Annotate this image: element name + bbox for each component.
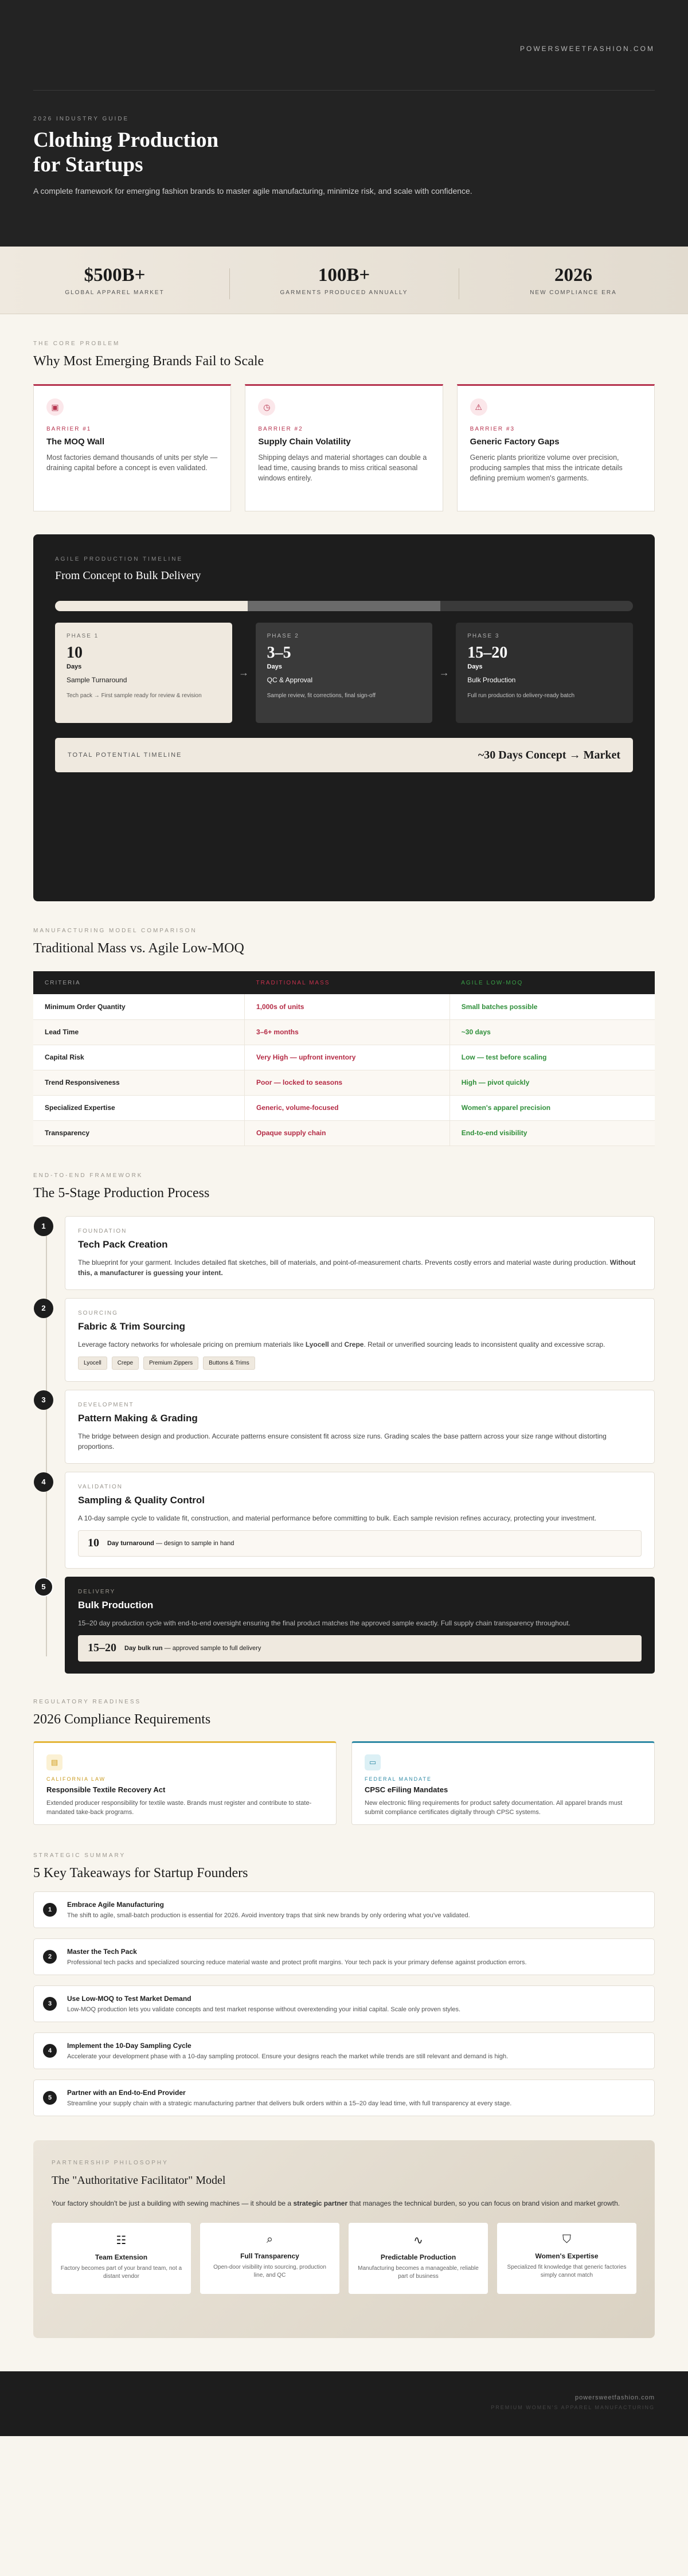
timeline-phases: [55, 623, 633, 723]
barrier-text: Generic plants prioritize volume over precision, producing samples that miss the intricate details defining premium women's garments.: [470, 454, 623, 482]
partner-card-team: [52, 2223, 191, 2294]
card-kicker: FEDERAL MANDATE: [365, 1776, 432, 1782]
table-cell: Transparency: [33, 1120, 245, 1146]
phase-value: 15–20: [467, 644, 508, 662]
timeline-progress-bar: [55, 601, 633, 611]
stage-text-part: . Retail or unverified sourcing leads to inconsistent quality and excessive scrap.: [363, 1340, 605, 1348]
team-icon: ☷: [116, 2234, 127, 2247]
arrow-right-icon: →: [239, 667, 249, 678]
partner-card-text: Manufacturing becomes a manageable, reliable part of business: [358, 2265, 479, 2280]
barrier-card-generic: [457, 384, 655, 511]
stage-text: A 10-day sample cycle to validate fit, construction, and material performance before committing to bulk. Each sample revision refines accuracy, protecting your investment.: [78, 1514, 597, 1522]
pulse-icon: ∿: [413, 2234, 423, 2247]
takeaway-item: [33, 2032, 655, 2069]
card-title: Responsible Textile Recovery Act: [46, 1785, 166, 1794]
table-cell: Poor — locked to seasons: [245, 1070, 450, 1095]
stage-card-5: [41, 1577, 655, 1674]
table-cell: Small batches possible: [449, 994, 655, 1019]
stage-card-2: [41, 1298, 655, 1382]
callout-text: [124, 1645, 261, 1652]
timeline-total-value: ~30 Days Concept → Market: [478, 748, 620, 761]
takeaway-item: [33, 1891, 655, 1928]
phase-desc: Tech pack → First sample ready for review & revision: [67, 693, 202, 699]
table-cell: Low — test before scaling: [449, 1045, 655, 1070]
stat-value: 2026: [554, 264, 592, 286]
stat-label: NEW COMPLIANCE ERA: [530, 289, 617, 296]
phase-title: Sample Turnaround: [67, 676, 127, 684]
table-cell: Very High — upfront inventory: [245, 1045, 450, 1070]
material-tag: Premium Zippers: [143, 1357, 198, 1370]
stage-title: Tech Pack Creation: [78, 1238, 168, 1250]
stage-callout: [78, 1635, 642, 1662]
callout-rest: — design to sample in hand: [154, 1539, 234, 1547]
stage-kicker: VALIDATION: [78, 1483, 123, 1490]
stage-number: 1: [34, 1217, 53, 1236]
barrier-text: Shipping delays and material shortages can double a lead time, causing brands to miss critical seasonal windows entirely.: [258, 454, 427, 482]
stage-title: Bulk Production: [78, 1599, 154, 1611]
compliance-card-california: [33, 1741, 337, 1825]
material-tag: Buttons & Trims: [203, 1357, 255, 1370]
stage-text-body: The blueprint for your garment. Includes detailed flat sketches, bill of materials, and point-of-measurement charts. Prevents costly errors and material waste during production.: [78, 1258, 608, 1266]
timeline-eyebrow: AGILE PRODUCTION TIMELINE: [55, 556, 183, 562]
takeaway-text: Accelerate your development phase with a 10-day sampling protocol. Ensure your designs reach the market while trends are still relevant and demand is high.: [67, 2053, 509, 2060]
briefcase-icon: ▣: [46, 398, 64, 416]
partner-cards: [52, 2223, 636, 2294]
stage-list: [33, 1216, 655, 1674]
phase-card-2: [256, 623, 433, 723]
takeaway-number: 5: [43, 2091, 57, 2105]
section-title: 5 Key Takeaways for Startup Founders: [33, 1865, 248, 1881]
compliance-card-cpsc: [351, 1741, 655, 1825]
takeaway-title: Use Low-MOQ to Test Market Demand: [67, 1994, 191, 2003]
takeaway-number: 2: [43, 1950, 57, 1964]
table-row: [33, 1070, 655, 1095]
table-cell: ~30 days: [449, 1019, 655, 1045]
table-cell: 3–6+ months: [245, 1019, 450, 1045]
footer-site-link[interactable]: powersweetfashion.com: [574, 2394, 655, 2401]
stat-label: GARMENTS PRODUCED ANNUALLY: [280, 289, 408, 296]
partner-text-strong: strategic partner: [293, 2199, 348, 2207]
takeaway-item: [33, 1985, 655, 2022]
stage-title: Fabric & Trim Sourcing: [78, 1320, 186, 1332]
partner-card-text: Specialized fit knowledge that generic factories simply cannot match: [507, 2264, 627, 2278]
callout-value: 10: [88, 1537, 99, 1549]
takeaway-list: [33, 1891, 655, 2116]
takeaway-title: Implement the 10-Day Sampling Cycle: [67, 2041, 191, 2050]
stage-number: 4: [34, 1472, 53, 1492]
hero-subtitle: A complete framework for emerging fashion brands to master agile manufacturing, minimize risk, and scale with confidence.: [33, 186, 472, 196]
partnership-panel: [33, 2140, 655, 2338]
stage-title: Pattern Making & Grading: [78, 1412, 198, 1424]
stat-label: GLOBAL APPAREL MARKET: [65, 289, 165, 296]
timeline-segment-3: [440, 601, 633, 611]
document-icon: ▤: [46, 1754, 62, 1770]
monitor-icon: ▭: [365, 1754, 381, 1770]
top-bar: [33, 0, 655, 91]
table-cell: Generic, volume-focused: [245, 1095, 450, 1120]
stat-value: $500B+: [84, 264, 146, 286]
stage-kicker: DELIVERY: [78, 1588, 116, 1595]
barrier-title: Generic Factory Gaps: [470, 437, 560, 447]
section-eyebrow: THE CORE PROBLEM: [33, 341, 120, 347]
takeaway-text: Low-MOQ production lets you validate concepts and test market response without overextending your initial capital. Scale only proven styles.: [67, 2006, 461, 2013]
phase-value: 10: [67, 644, 83, 662]
takeaway-title: Embrace Agile Manufacturing: [67, 1900, 164, 1909]
partner-card-title: Team Extension: [95, 2253, 148, 2261]
column-header: CRITERIA: [33, 971, 245, 994]
takeaway-number: 4: [43, 2044, 57, 2058]
section-eyebrow: STRATEGIC SUMMARY: [33, 1852, 126, 1859]
stage-card-1: [41, 1216, 655, 1290]
phase-value: 3–5: [267, 644, 291, 662]
column-header: AGILE LOW-MOQ: [449, 971, 655, 994]
table-cell: Minimum Order Quantity: [33, 994, 245, 1019]
stage-title: Sampling & Quality Control: [78, 1494, 205, 1506]
barrier-text: Most factories demand thousands of units per style — draining capital before a concept is even validated.: [46, 454, 218, 472]
callout-strong: Day bulk run: [124, 1644, 163, 1652]
hero: [0, 0, 688, 247]
phase-title: Bulk Production: [467, 676, 516, 684]
warning-icon: ⚠: [470, 398, 487, 416]
footer-tagline: PREMIUM WOMEN'S APPAREL MANUFACTURING: [491, 2404, 655, 2410]
barrier-card-moq: [33, 384, 231, 511]
stage-number: 5: [34, 1577, 53, 1597]
barrier-kicker: BARRIER #3: [470, 426, 515, 432]
stage-number: 3: [34, 1390, 53, 1410]
stage-kicker: FOUNDATION: [78, 1228, 127, 1234]
callout-rest: — approved sample to full delivery: [162, 1644, 261, 1652]
callout-value: 15–20: [88, 1641, 116, 1654]
takeaways-section: [0, 1825, 688, 2338]
section-title: 2026 Compliance Requirements: [33, 1711, 211, 1727]
table-cell: Women's apparel precision: [449, 1095, 655, 1120]
stage-text-strong: Without this, a manufacturer is guessing your intent.: [78, 1258, 636, 1277]
stage-card-4: [41, 1472, 655, 1569]
table-cell: 1,000s of units: [245, 994, 450, 1019]
column-header: TRADITIONAL MASS: [245, 971, 450, 994]
stages-section: [0, 1146, 688, 1674]
table-cell: Opaque supply chain: [245, 1120, 450, 1146]
takeaway-text: Professional tech packs and specialized sourcing reduce material waste and protect profit margins. Your tech pack is your primary defense against production errors.: [67, 1959, 527, 1966]
table-row: [33, 1120, 655, 1146]
barrier-kicker: BARRIER #1: [46, 426, 92, 432]
card-text: New electronic filing requirements for product safety documentation. All apparel brands must submit compliance certificates digitally through CPSC systems.: [365, 1799, 623, 1816]
barrier-title: Supply Chain Volatility: [258, 437, 351, 447]
takeaway-text: Streamline your supply chain with a strategic manufacturing partner that delivers bulk orders within a 15–20 day lead time, with full transparency at every stage.: [67, 2100, 512, 2107]
table-row: [33, 1095, 655, 1120]
partner-card-title: Predictable Production: [380, 2253, 456, 2261]
partner-card-transparency: [200, 2223, 339, 2294]
partner-card-text: Open-door visibility into sourcing, production line, and QC: [213, 2264, 326, 2278]
section-eyebrow: REGULATORY READINESS: [33, 1698, 142, 1705]
partner-title: The "Authoritative Facilitator" Model: [52, 2174, 226, 2187]
partner-card-title: Full Transparency: [240, 2251, 299, 2260]
takeaway-number: 1: [43, 1903, 57, 1917]
section-title: Why Most Emerging Brands Fail to Scale: [33, 354, 264, 369]
stage-text: 15–20 day production cycle with end-to-end oversight ensuring the final product matches the approved sample exactly. Full supply chain transparency throughout.: [78, 1619, 570, 1627]
comparison-table: [33, 971, 655, 1146]
phase-kicker: PHASE 3: [467, 633, 500, 639]
takeaway-item: [33, 1938, 655, 1975]
stage-kicker: DEVELOPMENT: [78, 1401, 134, 1408]
barrier-card-supply: [245, 384, 443, 511]
comparison-section: [0, 901, 688, 1146]
title-line-2: for Startups: [33, 153, 143, 177]
compliance-cards: [33, 1741, 655, 1825]
stat-market: [0, 265, 229, 296]
stage-text: [78, 1339, 642, 1350]
hero-kicker: 2026 INDUSTRY GUIDE: [33, 116, 130, 122]
phase-unit: Days: [67, 663, 82, 670]
material-tags: [78, 1357, 642, 1370]
timeline-segment-1: [55, 601, 248, 611]
table-row: [33, 994, 655, 1019]
stat-garments: [229, 265, 459, 296]
barrier-title: The MOQ Wall: [46, 437, 105, 447]
clock-icon: ◷: [258, 398, 275, 416]
callout-text: [107, 1540, 234, 1547]
section-eyebrow: MANUFACTURING MODEL COMPARISON: [33, 928, 197, 934]
partner-card-expertise: [497, 2223, 636, 2294]
partner-text: [52, 2198, 631, 2209]
footer: [0, 2371, 688, 2436]
search-icon: ⌕: [266, 2233, 273, 2246]
material-tag: Lyocell: [78, 1357, 107, 1370]
table-row: [33, 1019, 655, 1045]
card-kicker: CALIFORNIA LAW: [46, 1776, 106, 1782]
stat-value: 100B+: [318, 264, 370, 286]
stage-text-strong: Crepe: [344, 1340, 364, 1348]
phase-desc: Full run production to delivery-ready batch: [467, 693, 575, 699]
table-cell: Lead Time: [33, 1019, 245, 1045]
section-title: The 5-Stage Production Process: [33, 1185, 210, 1201]
stat-compliance: [459, 265, 688, 296]
phase-card-1: [55, 623, 232, 723]
timeline-title: From Concept to Bulk Delivery: [55, 569, 201, 582]
title-line-1: Clothing Production: [33, 128, 219, 152]
phase-desc: Sample review, fit corrections, final sign-off: [267, 693, 376, 699]
takeaway-title: Master the Tech Pack: [67, 1947, 137, 1956]
partner-card-text: Factory becomes part of your brand team, not a distant vendor: [60, 2265, 182, 2280]
compliance-section: [0, 1682, 688, 1825]
phase-kicker: PHASE 2: [267, 633, 299, 639]
partner-text-part: that manages the technical burden, so you can focus on brand vision and market growth.: [347, 2199, 620, 2207]
stage-card-3: [41, 1390, 655, 1464]
partner-text-part: Your factory shouldn't be just a building with sewing machines — it should be a: [52, 2199, 294, 2207]
arrow-right-icon: →: [439, 667, 449, 678]
logo[interactable]: [33, 45, 73, 50]
stage-text-part: and: [329, 1340, 345, 1348]
barrier-cards: [33, 384, 655, 511]
phase-title: QC & Approval: [267, 676, 312, 684]
partner-eyebrow: PARTNERSHIP PHILOSOPHY: [52, 2159, 169, 2166]
barrier-kicker: BARRIER #2: [258, 426, 303, 432]
section-eyebrow: END-TO-END FRAMEWORK: [33, 1172, 143, 1179]
takeaway-item: [33, 2079, 655, 2116]
stage-text-part: Leverage factory networks for wholesale pricing on premium materials like: [78, 1340, 306, 1348]
partner-card-title: Women's Expertise: [535, 2251, 599, 2260]
phase-kicker: PHASE 1: [67, 633, 99, 639]
table-cell: Capital Risk: [33, 1045, 245, 1070]
stage-text: The bridge between design and production. Accurate patterns ensure consistent fit across size runs. Grading scales the base pattern across your size range without distorting proportions.: [78, 1432, 607, 1451]
core-problem-section: [0, 314, 688, 901]
phase-unit: Days: [267, 663, 282, 670]
card-title: CPSC eFiling Mandates: [365, 1785, 448, 1794]
stage-callout: [78, 1530, 642, 1557]
section-title: Traditional Mass vs. Agile Low-MOQ: [33, 941, 244, 956]
table-header-row: [33, 971, 655, 994]
timeline-total: [55, 738, 633, 772]
table-cell: Trend Responsiveness: [33, 1070, 245, 1095]
card-text: Extended producer responsibility for textile waste. Brands must register and contribute to state-mandated take-back programs.: [46, 1799, 312, 1816]
table-cell: Specialized Expertise: [33, 1095, 245, 1120]
timeline-panel: [33, 534, 655, 901]
table-cell: End-to-end visibility: [449, 1120, 655, 1146]
takeaway-number: 3: [43, 1997, 57, 2011]
table-cell: High — pivot quickly: [449, 1070, 655, 1095]
phase-card-3: [456, 623, 633, 723]
takeaway-title: Partner with an End-to-End Provider: [67, 2088, 186, 2097]
table-row: [33, 1045, 655, 1070]
timeline-total-label: TOTAL POTENTIAL TIMELINE: [68, 752, 182, 759]
takeaway-text: The shift to agile, small-batch production is essential for 2026. Avoid inventory traps that sink new brands by only ordering what you've validated.: [67, 1912, 470, 1919]
stage-number: 2: [34, 1299, 53, 1318]
shield-icon: ⛉: [562, 2233, 571, 2246]
stage-kicker: SOURCING: [78, 1310, 118, 1316]
page-title: [33, 128, 655, 177]
stage-text: [78, 1257, 642, 1278]
phase-unit: Days: [467, 663, 483, 670]
stage-text-strong: Lyocell: [305, 1340, 329, 1348]
material-tag: Crepe: [112, 1357, 139, 1370]
site-link[interactable]: POWERSWEETFASHION.COM: [519, 45, 655, 53]
callout-strong: Day turnaround: [107, 1539, 154, 1547]
partner-card-predictable: [349, 2223, 488, 2294]
timeline-segment-2: [248, 601, 440, 611]
stats-bar: [0, 247, 688, 314]
